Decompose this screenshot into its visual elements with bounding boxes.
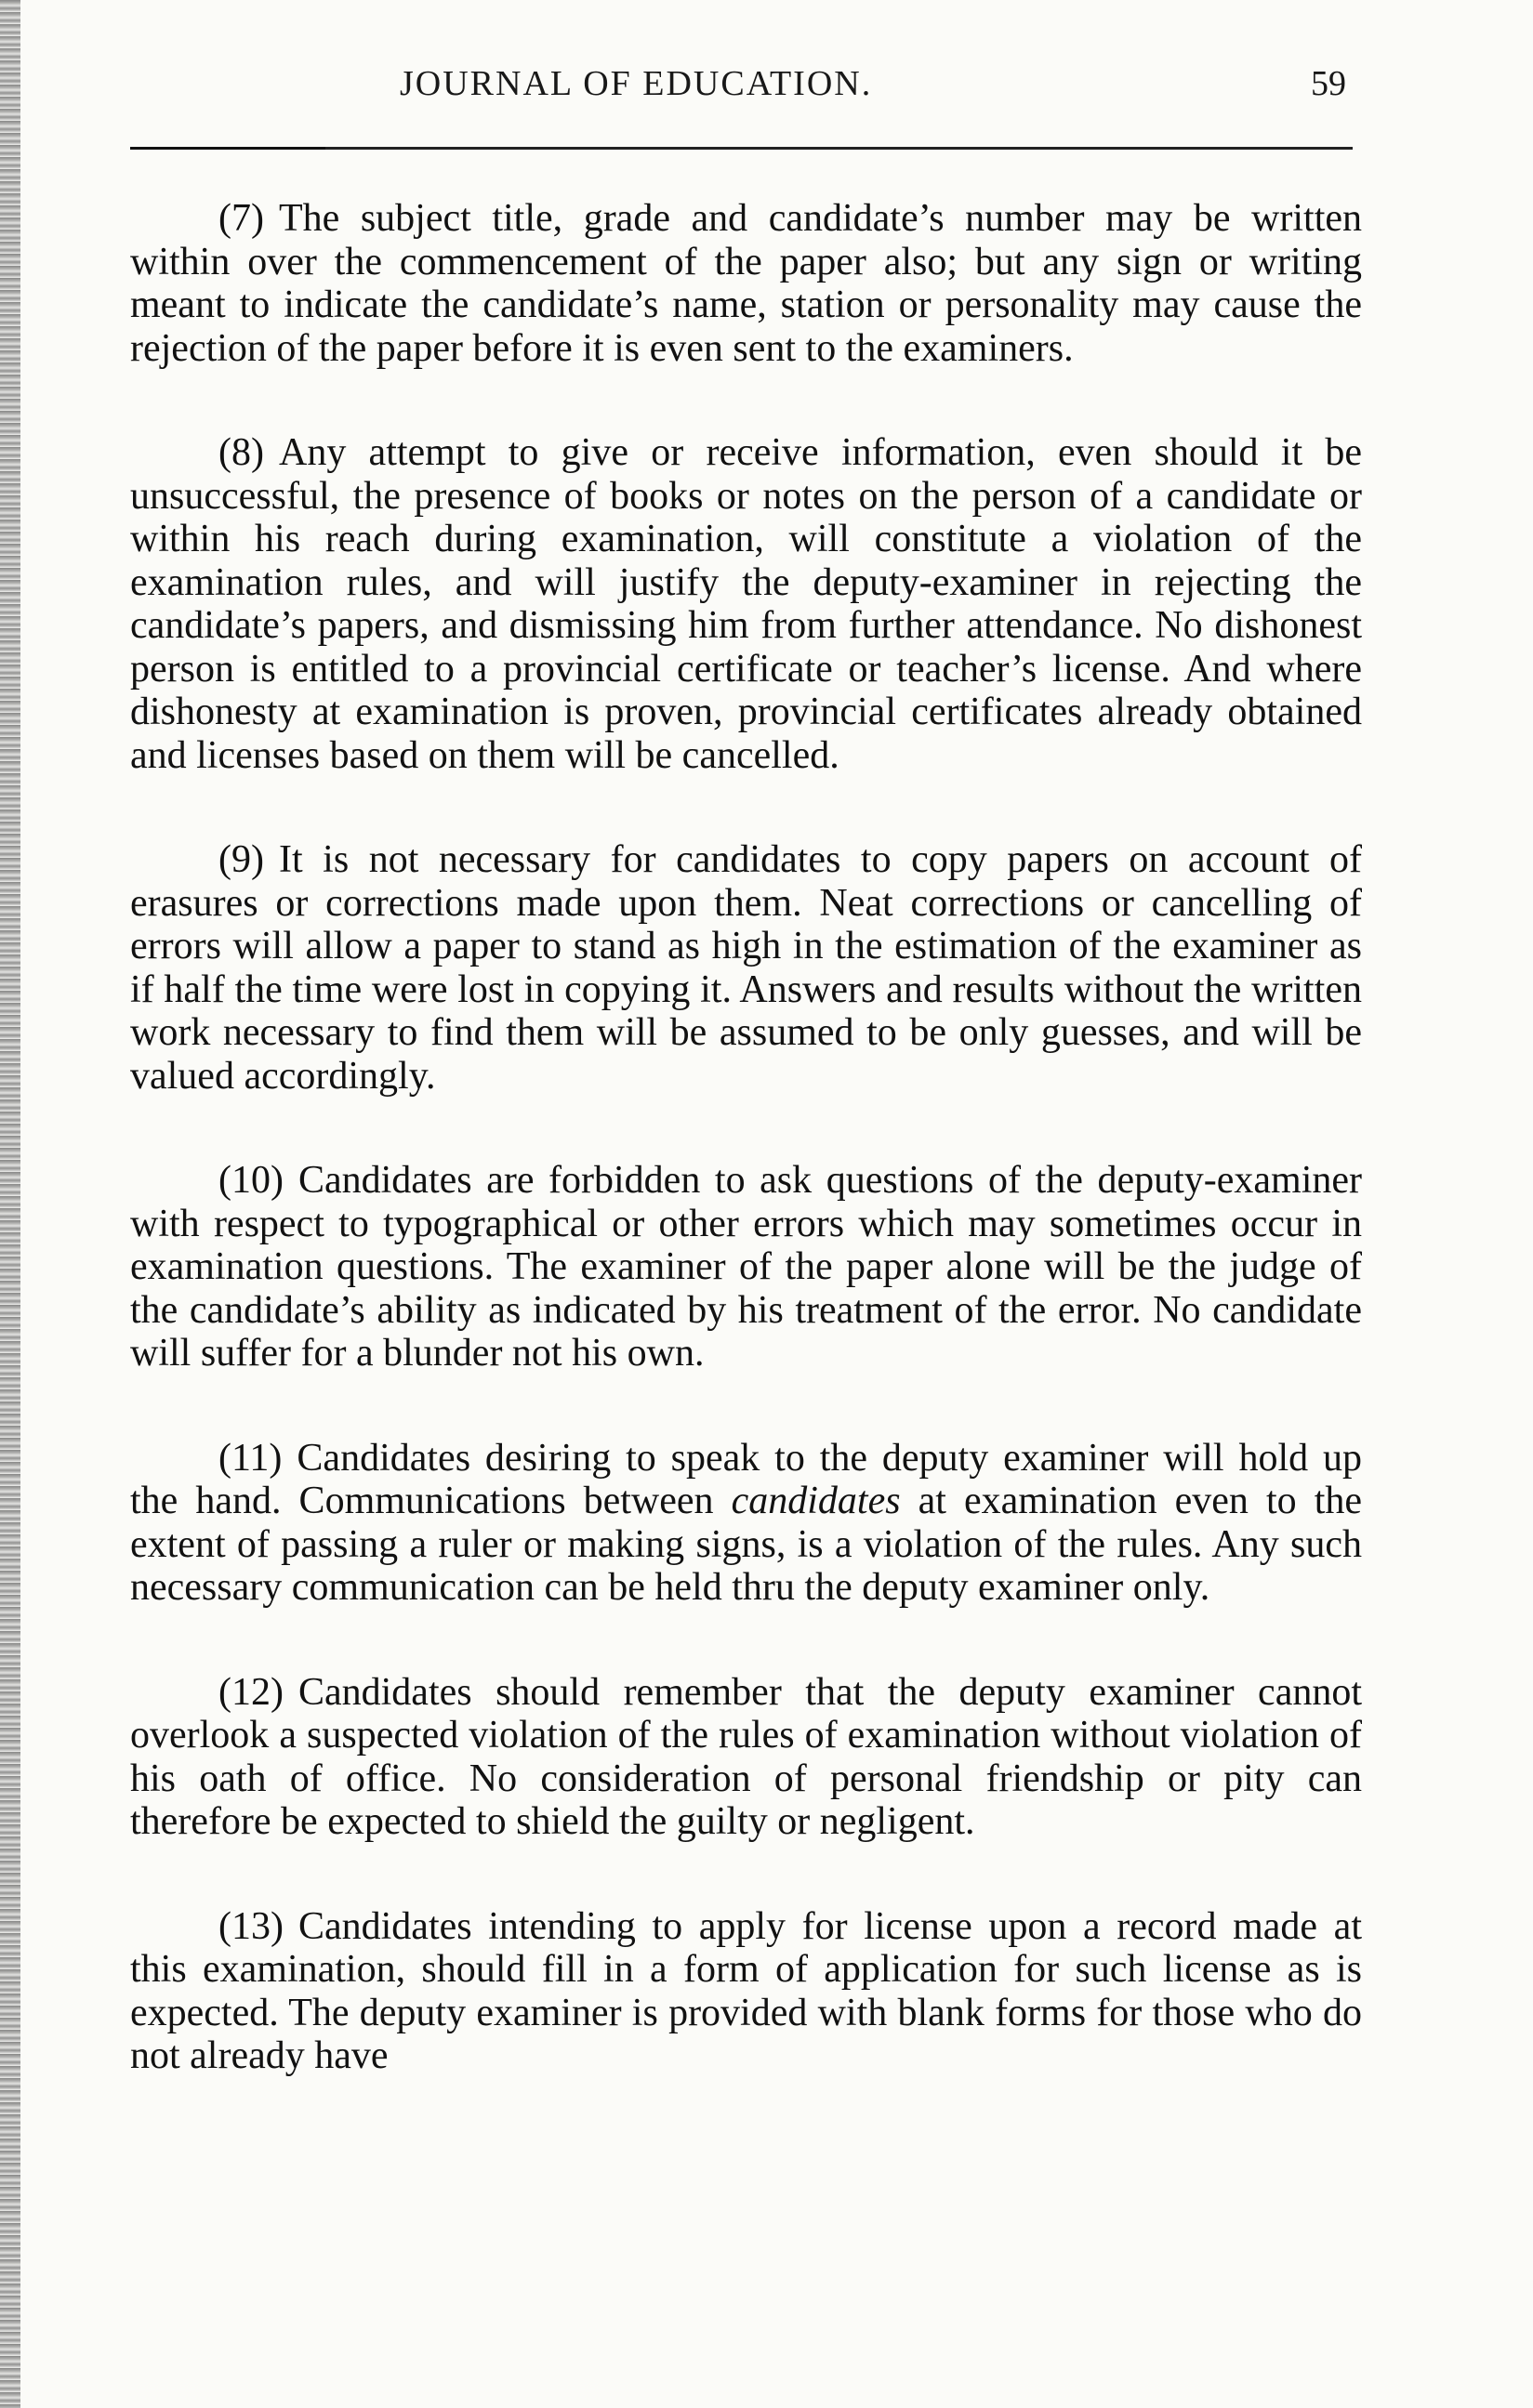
page-number: 59	[1311, 64, 1346, 103]
paragraph-number: (8)	[218, 431, 264, 474]
paragraph-9	[130, 838, 1362, 1098]
paragraph-number: (10)	[218, 1159, 284, 1202]
paragraph-text-after: at examination even to the extent of passing a ruler or making signs, is a violation of the rules. Any such necessary communication can be held thru the deputy examiner only.	[130, 1480, 1363, 1609]
paragraph-12	[130, 1671, 1362, 1844]
running-head: JOURNAL OF EDUCATION.	[400, 64, 873, 103]
page-binding-edge	[0, 0, 20, 2408]
paragraph-text: Any attempt to give or receive information, even should it be unsuccessful, the presence of books or notes on the person of a candidate or within his reach during examination, will constitute a violation of the examination rules, and will justify the deputy-examiner in rejecting the candidate’s papers, and dismissing him from further attendance. No dishonest person is entitled to a provincial certificate or teacher’s license. And where dishonesty at examination is proven, provincial certificates already obtained and licenses based on them will be cancelled.	[130, 431, 1362, 777]
paragraph-number: (11)	[218, 1436, 283, 1480]
paragraph-text: Candidates should remember that the deputy examiner cannot overlook a suspected violation of the rules of examination without violation of his oath of office. No consideration of personal friendship or pity can therefore be expected to shield the guilty or negligent.	[130, 1670, 1362, 1843]
page-body	[130, 197, 1362, 2139]
italic-word: candidates	[731, 1480, 901, 1522]
paragraph-text: It is not necessary for candidates to copy papers on account of erasures or corrections made upon them. Neat corrections or cancelling of errors will allow a paper to stand as high in the estimation of the examiner as if half the time were lost in copying it. Answers and results without the written work necessary to find them will be assumed to be only guesses, and will be valued accordingly.	[130, 838, 1362, 1098]
paragraph-number: (12)	[218, 1670, 284, 1714]
paragraph-number: (9)	[218, 838, 264, 881]
paragraph-7	[130, 197, 1362, 370]
paragraph-text: Candidates are forbidden to ask questions of the deputy-examiner with respect to typographical or other errors which may sometimes occur in examination questions. The examiner of the paper alone will be the judge of the candidate’s ability as indicated by his treatment of the error. No candidate will suffer for a blunder not his own.	[130, 1159, 1362, 1375]
paragraph-number: (7)	[218, 197, 264, 240]
paragraph-text-before: Candidates desiring to speak to the deputy examiner will hold up the hand. Communications between	[130, 1436, 1362, 1522]
paragraph-10	[130, 1159, 1362, 1375]
paragraph-text: The subject title, grade and candidate’s number may be written within over the commencement of the paper also; but any sign or writing meant to indicate the candidate’s name, station or personality may cause the rejection of the paper before it is even sent to the examiners.	[130, 197, 1362, 370]
paragraph-13	[130, 1905, 1362, 2078]
paragraph-number: (13)	[218, 1904, 284, 1948]
paragraph-text: Candidates intending to apply for license upon a record made at this examination, should fill in a form of application for such license as is expected. The deputy examiner is provided with blank forms for those who do not already have	[130, 1904, 1362, 2077]
paragraph-8	[130, 431, 1362, 777]
header-rule	[130, 147, 1353, 150]
paragraph-11	[130, 1437, 1362, 1610]
